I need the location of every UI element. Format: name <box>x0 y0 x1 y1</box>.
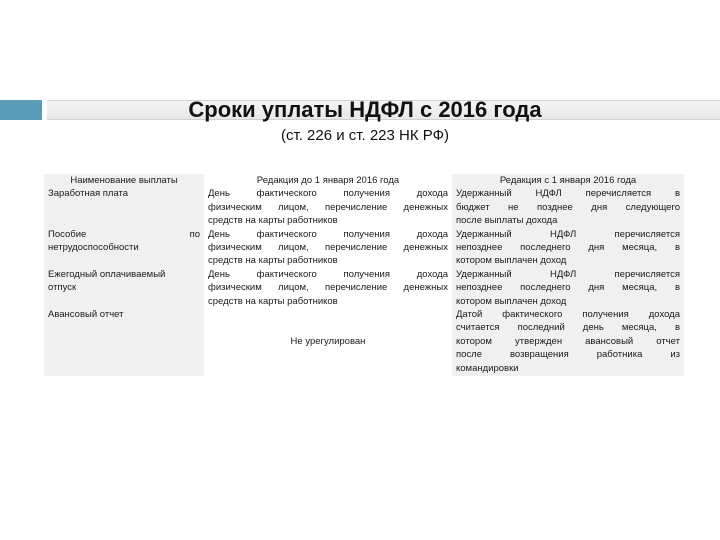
payment-cell <box>44 228 204 268</box>
table-row <box>44 268 684 308</box>
before-line: средств на карты работников <box>208 255 338 267</box>
table-row <box>44 228 684 268</box>
after-2016-cell <box>452 187 684 227</box>
payment-cell <box>44 268 204 308</box>
before-2016-cell <box>204 308 452 376</box>
after-2016-cell <box>452 308 684 376</box>
payment-line: Пособие по <box>48 228 200 240</box>
column-header-after-2016: Редакция с 1 января 2016 года <box>452 174 684 187</box>
before-line: День фактического получения дохода <box>208 268 448 280</box>
page-subtitle: (ст. 226 и ст. 223 НК РФ) <box>281 127 449 144</box>
column-header-before-2016: Редакция до 1 января 2016 года <box>204 174 452 187</box>
before-line: День фактического получения дохода <box>208 228 448 240</box>
before-2016-cell <box>204 228 452 268</box>
payment-cell <box>44 308 204 376</box>
payment-line: Заработная плата <box>48 188 129 200</box>
before-line: средств на карты работников <box>208 295 338 307</box>
after-line: командировки <box>456 362 519 374</box>
after-2016-cell <box>452 268 684 308</box>
after-line: Удержанный НДФЛ перечисляется в <box>456 188 680 200</box>
payment-line: нетрудоспособности <box>48 242 139 254</box>
payment-line: Ежегодный оплачиваемый <box>48 268 166 280</box>
after-line: Датой фактического получения дохода <box>456 309 680 321</box>
payment-cell <box>44 187 204 227</box>
table-header-row <box>44 174 684 187</box>
before-line: физическим лицом, перечисление денежных <box>208 201 448 213</box>
payment-line: Авансовый отчет <box>48 309 124 321</box>
table-row <box>44 308 684 376</box>
after-line: котором выплачен доход <box>456 295 567 307</box>
before-2016-cell <box>204 268 452 308</box>
after-line: непозднее последнего дня месяца, в <box>456 242 680 254</box>
column-header-payment: Наименование выплаты <box>44 174 204 187</box>
before-2016-cell <box>204 187 452 227</box>
page-title: Сроки уплаты НДФЛ с 2016 года <box>188 97 542 122</box>
before-line: средств на карты работников <box>208 215 338 227</box>
after-line: Удержанный НДФЛ перечисляется <box>456 268 680 280</box>
after-2016-cell <box>452 228 684 268</box>
before-line: физическим лицом, перечисление денежных <box>208 282 448 294</box>
after-line: котором утвержден авансовый отчет <box>456 335 680 347</box>
before-line: Не урегулирован <box>290 336 366 348</box>
after-line: после возвращения работника из <box>456 349 680 361</box>
before-line: День фактического получения дохода <box>208 188 448 200</box>
ndfl-deadlines-table <box>44 174 684 376</box>
after-line: котором выплачен доход <box>456 255 567 267</box>
after-line: после выплаты дохода <box>456 215 558 227</box>
before-line: физическим лицом, перечисление денежных <box>208 242 448 254</box>
after-line: бюджет не позднее дня следующего <box>456 201 680 213</box>
table-row <box>44 187 684 227</box>
after-line: непозднее последнего дня месяца, в <box>456 282 680 294</box>
payment-line: отпуск <box>48 282 77 294</box>
after-line: считается последний день месяца, в <box>456 322 680 334</box>
after-line: Удержанный НДФЛ перечисляется <box>456 228 680 240</box>
